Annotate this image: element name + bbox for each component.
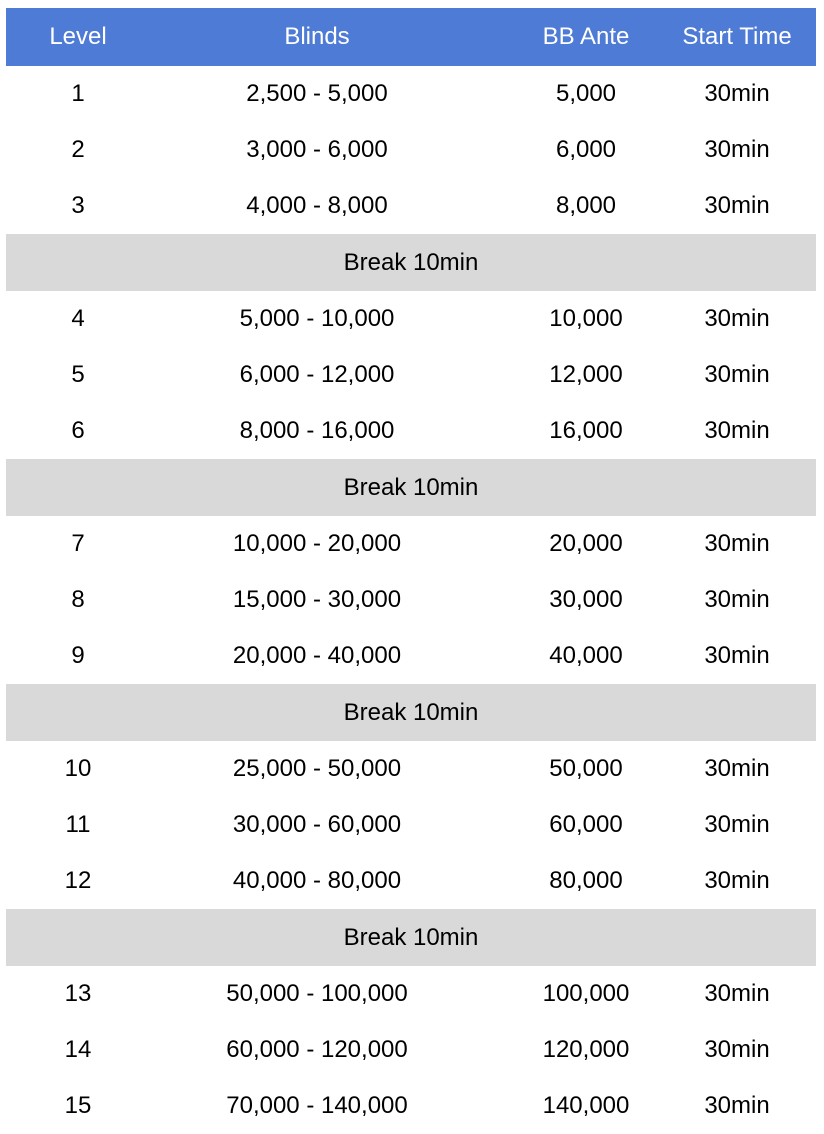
blinds-cell: 10,000 - 20,000: [232, 530, 402, 557]
ante-cell: 50,000: [549, 755, 623, 782]
table-row: [6, 741, 816, 797]
level-cell: 8: [71, 586, 85, 613]
level-cell: 2: [71, 136, 85, 163]
time-cell: 30min: [704, 361, 770, 388]
time-cell: 30min: [704, 1036, 770, 1063]
table-header-row: [6, 8, 816, 66]
time-cell: 30min: [704, 80, 770, 107]
level-cell: 9: [71, 642, 85, 669]
table-row: [6, 1022, 816, 1078]
ante-cell: 5,000: [555, 80, 617, 107]
level-cell: 7: [71, 530, 85, 557]
table-row: [6, 516, 816, 572]
blinds-cell: 4,000 - 8,000: [246, 192, 388, 219]
time-cell: 30min: [704, 1092, 770, 1119]
break-row: [6, 234, 816, 291]
level-cell: 12: [64, 867, 92, 894]
break-label: Break 10min: [343, 248, 479, 276]
ante-cell: 100,000: [542, 980, 630, 1007]
break-label: Break 10min: [343, 698, 479, 726]
table-row: [6, 66, 816, 122]
level-cell: 5: [71, 361, 85, 388]
break-label: Break 10min: [343, 473, 479, 501]
blinds-cell: 25,000 - 50,000: [232, 755, 402, 782]
table-row: [6, 797, 816, 853]
ante-cell: 80,000: [549, 867, 623, 894]
blinds-cell: 2,500 - 5,000: [246, 80, 388, 107]
level-cell: 11: [65, 811, 91, 838]
time-cell: 30min: [704, 586, 770, 613]
ante-cell: 12,000: [549, 361, 623, 388]
time-cell: 30min: [704, 417, 770, 444]
break-row: [6, 459, 816, 516]
table-row: [6, 291, 816, 347]
table-row: [6, 347, 816, 403]
level-cell: 10: [64, 755, 92, 782]
table-row: [6, 572, 816, 628]
break-label: Break 10min: [343, 923, 479, 951]
ante-cell: 20,000: [549, 530, 623, 557]
time-cell: 30min: [704, 980, 770, 1007]
blinds-cell: 15,000 - 30,000: [232, 586, 402, 613]
blinds-cell: 30,000 - 60,000: [232, 811, 402, 838]
table-row: [6, 628, 816, 684]
table-row: [6, 178, 816, 234]
header-bb-ante: BB Ante: [542, 23, 630, 50]
header-start-time: Start Time: [682, 23, 792, 50]
blinds-cell: 20,000 - 40,000: [232, 642, 402, 669]
blinds-cell: 6,000 - 12,000: [239, 361, 395, 388]
blind-structure-table: [6, 8, 816, 1134]
ante-cell: 6,000: [555, 136, 617, 163]
level-cell: 13: [64, 980, 92, 1007]
level-cell: 14: [64, 1036, 92, 1063]
time-cell: 30min: [704, 867, 770, 894]
table-row: [6, 122, 816, 178]
ante-cell: 120,000: [542, 1036, 630, 1063]
break-row: [6, 684, 816, 741]
blinds-cell: 40,000 - 80,000: [232, 867, 402, 894]
ante-cell: 10,000: [549, 305, 623, 332]
blinds-cell: 5,000 - 10,000: [239, 305, 395, 332]
blinds-cell: 50,000 - 100,000: [226, 980, 408, 1007]
ante-cell: 60,000: [549, 811, 623, 838]
ante-cell: 40,000: [549, 642, 623, 669]
level-cell: 3: [71, 192, 85, 219]
level-cell: 1: [71, 80, 85, 107]
table-row: [6, 966, 816, 1022]
level-cell: 15: [64, 1092, 92, 1119]
level-cell: 4: [71, 305, 85, 332]
time-cell: 30min: [704, 755, 770, 782]
table-row: [6, 403, 816, 459]
header-level: Level: [49, 23, 107, 50]
table-row: [6, 1078, 816, 1134]
level-cell: 6: [71, 417, 85, 444]
blinds-cell: 3,000 - 6,000: [246, 136, 388, 163]
ante-cell: 30,000: [549, 586, 623, 613]
header-blinds: Blinds: [284, 23, 350, 50]
ante-cell: 16,000: [549, 417, 623, 444]
table-row: [6, 853, 816, 909]
time-cell: 30min: [704, 136, 770, 163]
time-cell: 30min: [704, 811, 770, 838]
time-cell: 30min: [704, 530, 770, 557]
time-cell: 30min: [704, 192, 770, 219]
time-cell: 30min: [704, 642, 770, 669]
blinds-cell: 60,000 - 120,000: [226, 1036, 408, 1063]
ante-cell: 140,000: [542, 1092, 630, 1119]
blinds-cell: 8,000 - 16,000: [239, 417, 395, 444]
ante-cell: 8,000: [555, 192, 617, 219]
break-row: [6, 909, 816, 966]
time-cell: 30min: [704, 305, 770, 332]
blinds-cell: 70,000 - 140,000: [226, 1092, 408, 1119]
